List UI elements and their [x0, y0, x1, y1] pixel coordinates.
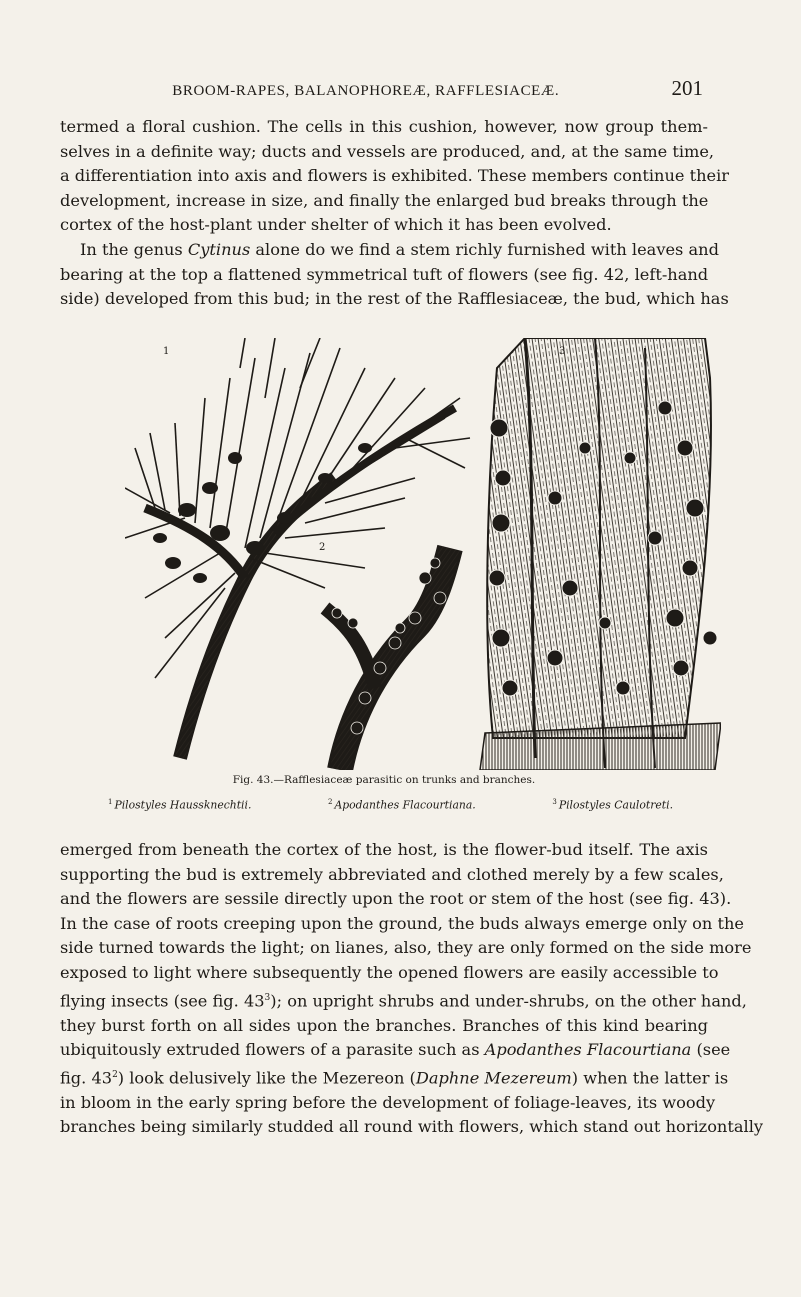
paragraph-1 — [60, 115, 730, 238]
text-run: ); on upright shrubs and under-shrubs, on the other hand, — [270, 990, 747, 1010]
text-run: In the genus — [80, 240, 188, 259]
species-name-inline: Daphne Mezereum — [415, 1068, 572, 1088]
pilostyles-caulotreti-drawing — [480, 338, 721, 770]
text-line — [60, 238, 719, 263]
species-name: Pilostyles Caulotreti. — [558, 798, 673, 812]
pilostyles-haussknechtii-drawing — [125, 338, 470, 758]
text-line: bearing at the top a flattened symmetrical tuft of flowers (see fig. 42, left-hand — [60, 264, 709, 284]
text-run: (see — [691, 1040, 731, 1060]
paragraph-3 — [60, 838, 764, 1140]
species-2 — [328, 798, 476, 812]
text-line: side turned towards the light; on lianes, also, they are only formed on the side more — [60, 938, 752, 958]
running-title: BROOM-RAPES, BALANOPHOREÆ, RAFFLESIACEÆ. — [172, 83, 560, 99]
text-line: they burst forth on all sides upon the branches. Branches of this kind bearing — [60, 1015, 708, 1035]
species-name-inline: Apodanthes Flacourtiana — [484, 1040, 692, 1060]
superscript: 3 — [264, 992, 271, 1003]
text-line: side) developed from this bud; in the rest of the Rafflesiaceæ, the bud, which has — [60, 289, 729, 309]
figure-label-1: 1 — [163, 346, 170, 357]
species-number: 2 — [328, 798, 333, 806]
text-line: termed a floral cushion. The cells in this cushion, however, now group them- — [60, 117, 708, 136]
species-number: 1 — [108, 798, 113, 806]
text-line — [60, 1063, 729, 1091]
species-name: Pilostyles Haussknechtii. — [114, 798, 252, 812]
text-line: In the case of roots creeping upon the ground, the buds always emerge only on the — [60, 913, 744, 933]
text-line: a differentiation into axis and flowers is exhibited. These members continue their — [60, 166, 730, 186]
text-run: fig. 43 — [60, 1068, 113, 1088]
figure-label-2: 2 — [319, 542, 326, 553]
page-number: 201 — [671, 76, 703, 100]
text-line: branches being similarly studded all round with flowers, which stand out horizontally — [60, 1117, 764, 1137]
botanical-engraving — [125, 338, 721, 770]
text-line: supporting the bud is extremely abbreviated and clothed merely by a few scales, — [60, 864, 724, 884]
text-line: emerged from beneath the cortex of the host, is the flower-bud itself. The axis — [60, 840, 708, 859]
species-3 — [552, 798, 673, 812]
text-line: exposed to light where subsequently the opened flowers are easily accessible to — [60, 962, 719, 982]
text-line: in bloom in the early spring before the development of foliage-leaves, its woody — [60, 1092, 716, 1112]
species-1 — [108, 798, 251, 812]
running-head — [60, 76, 703, 101]
text-run: ubiquitously extruded flowers of a parasite such as — [60, 1040, 485, 1060]
species-number: 3 — [552, 798, 557, 806]
text-line: cortex of the host-plant under shelter of which it has been evolved. — [60, 215, 612, 235]
text-line: and the flowers are sessile directly upon the root or stem of the host (see fig. 43). — [60, 889, 732, 909]
figure-caption: Fig. 43.—Rafflesiaceæ parasitic on trunks and branches. — [232, 774, 536, 786]
figure-species-legend — [108, 798, 673, 812]
text-run: ) when the latter is — [571, 1068, 729, 1088]
figure-label-3: 3 — [559, 346, 566, 357]
superscript: 2 — [112, 1069, 118, 1080]
apodanthes-flacourtiana-drawing — [319, 542, 450, 770]
text-line — [60, 986, 747, 1014]
figure-illustration — [125, 338, 721, 770]
text-run: ) look delusively like the Mezereon ( — [117, 1068, 416, 1088]
text-run: flying insects (see fig. 43 — [60, 990, 265, 1010]
text-run: alone do we find a stem richly furnished with leaves and — [250, 240, 719, 259]
paragraph-2 — [60, 238, 729, 312]
text-line: development, increase in size, and finally the enlarged bud breaks through the — [60, 190, 709, 210]
genus-name: Cytinus — [187, 240, 251, 259]
text-line: selves in a definite way; ducts and vessels are produced, and, at the same time, — [60, 141, 715, 161]
text-line — [60, 1038, 731, 1063]
species-name: Apodanthes Flacourtiana. — [334, 798, 476, 812]
